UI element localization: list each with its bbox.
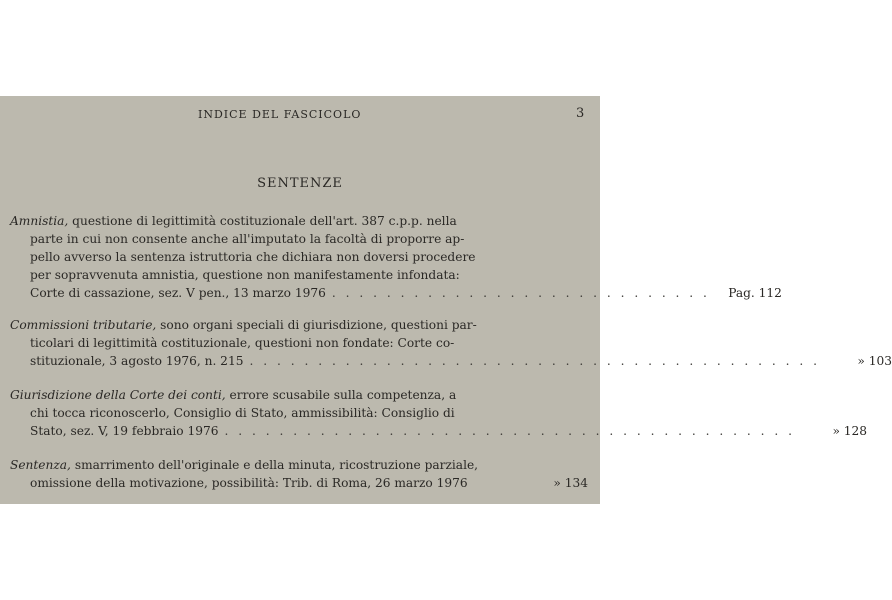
page-reference: » 103 xyxy=(857,354,892,368)
entry-text: questione di legittimità costituzionale dell'art. 387 c.p.p. nella xyxy=(72,214,457,228)
entry-text: Corte di cassazione, sez. V pen., 13 marzo 1976 xyxy=(30,286,326,300)
header-title: INDICE DEL FASCICOLO xyxy=(198,108,362,121)
leader-dots: . . . . . . . . . . . . . . . . . . . . . . . . . . . . . . . . . . . . . . . . . . xyxy=(249,354,820,368)
entry-text: errore scusabile sulla competenza, a xyxy=(229,388,457,402)
entry-keyword: Commissioni tributarie, xyxy=(10,318,157,332)
page-reference: » 134 xyxy=(553,476,588,490)
entry-keyword: Giurisdizione della Corte dei conti, xyxy=(10,388,226,402)
entry-line: pello avverso la sentenza istruttoria che dichiara non doversi procedere xyxy=(30,250,476,264)
index-entry xyxy=(10,456,588,492)
entry-line: ticolari di legittimità costituzionale, questioni non fondate: Corte co- xyxy=(30,336,455,350)
leader-dots: . . . . . . . . . . . . . . . . . . . . . . . . . . . . xyxy=(331,286,710,300)
leader-dots: . . . . . . . . . . . . . . . . . . . . . . . . . . . . . . . . . . . . . . . . . . xyxy=(224,424,796,438)
entry-line: parte in cui non consente anche all'imputato la facoltà di proporre ap- xyxy=(30,232,465,246)
document-page xyxy=(0,96,892,504)
entry-line xyxy=(10,386,588,404)
index-entry xyxy=(10,386,868,440)
entry-keyword: Amnistia, xyxy=(10,214,69,228)
entry-text: sono organi speciali di giurisdizione, questioni par- xyxy=(160,318,477,332)
entry-line xyxy=(10,212,588,230)
index-entry xyxy=(10,212,782,302)
entry-text: omissione della motivazione, possibilità: Trib. di Roma, 26 marzo 1976 xyxy=(30,476,468,490)
entry-keyword: Sentenza, xyxy=(10,458,71,472)
entry-last-line xyxy=(10,284,782,302)
entry-last-line xyxy=(10,474,588,492)
section-title: SENTENZE xyxy=(257,176,343,191)
index-entry xyxy=(10,316,892,370)
entry-last-line xyxy=(10,422,868,440)
entry-line: per sopravvenuta amnistia, questione non manifestamente infondata: xyxy=(30,268,460,282)
page-reference: » 128 xyxy=(832,424,868,438)
entry-line xyxy=(10,456,588,474)
page-reference: Pag. 112 xyxy=(728,286,782,300)
entry-text: Stato, sez. V, 19 febbraio 1976 xyxy=(30,424,219,438)
entry-last-line xyxy=(10,352,892,370)
entry-text: smarrimento dell'originale e della minuta, ricostruzione parziale, xyxy=(74,458,479,472)
entry-line xyxy=(10,316,588,334)
header-page-number: 3 xyxy=(576,106,586,121)
entry-text: stituzionale, 3 agosto 1976, n. 215 xyxy=(30,354,244,368)
entry-line: chi tocca riconoscerlo, Consiglio di Stato, ammissibilità: Consiglio di xyxy=(30,406,455,420)
